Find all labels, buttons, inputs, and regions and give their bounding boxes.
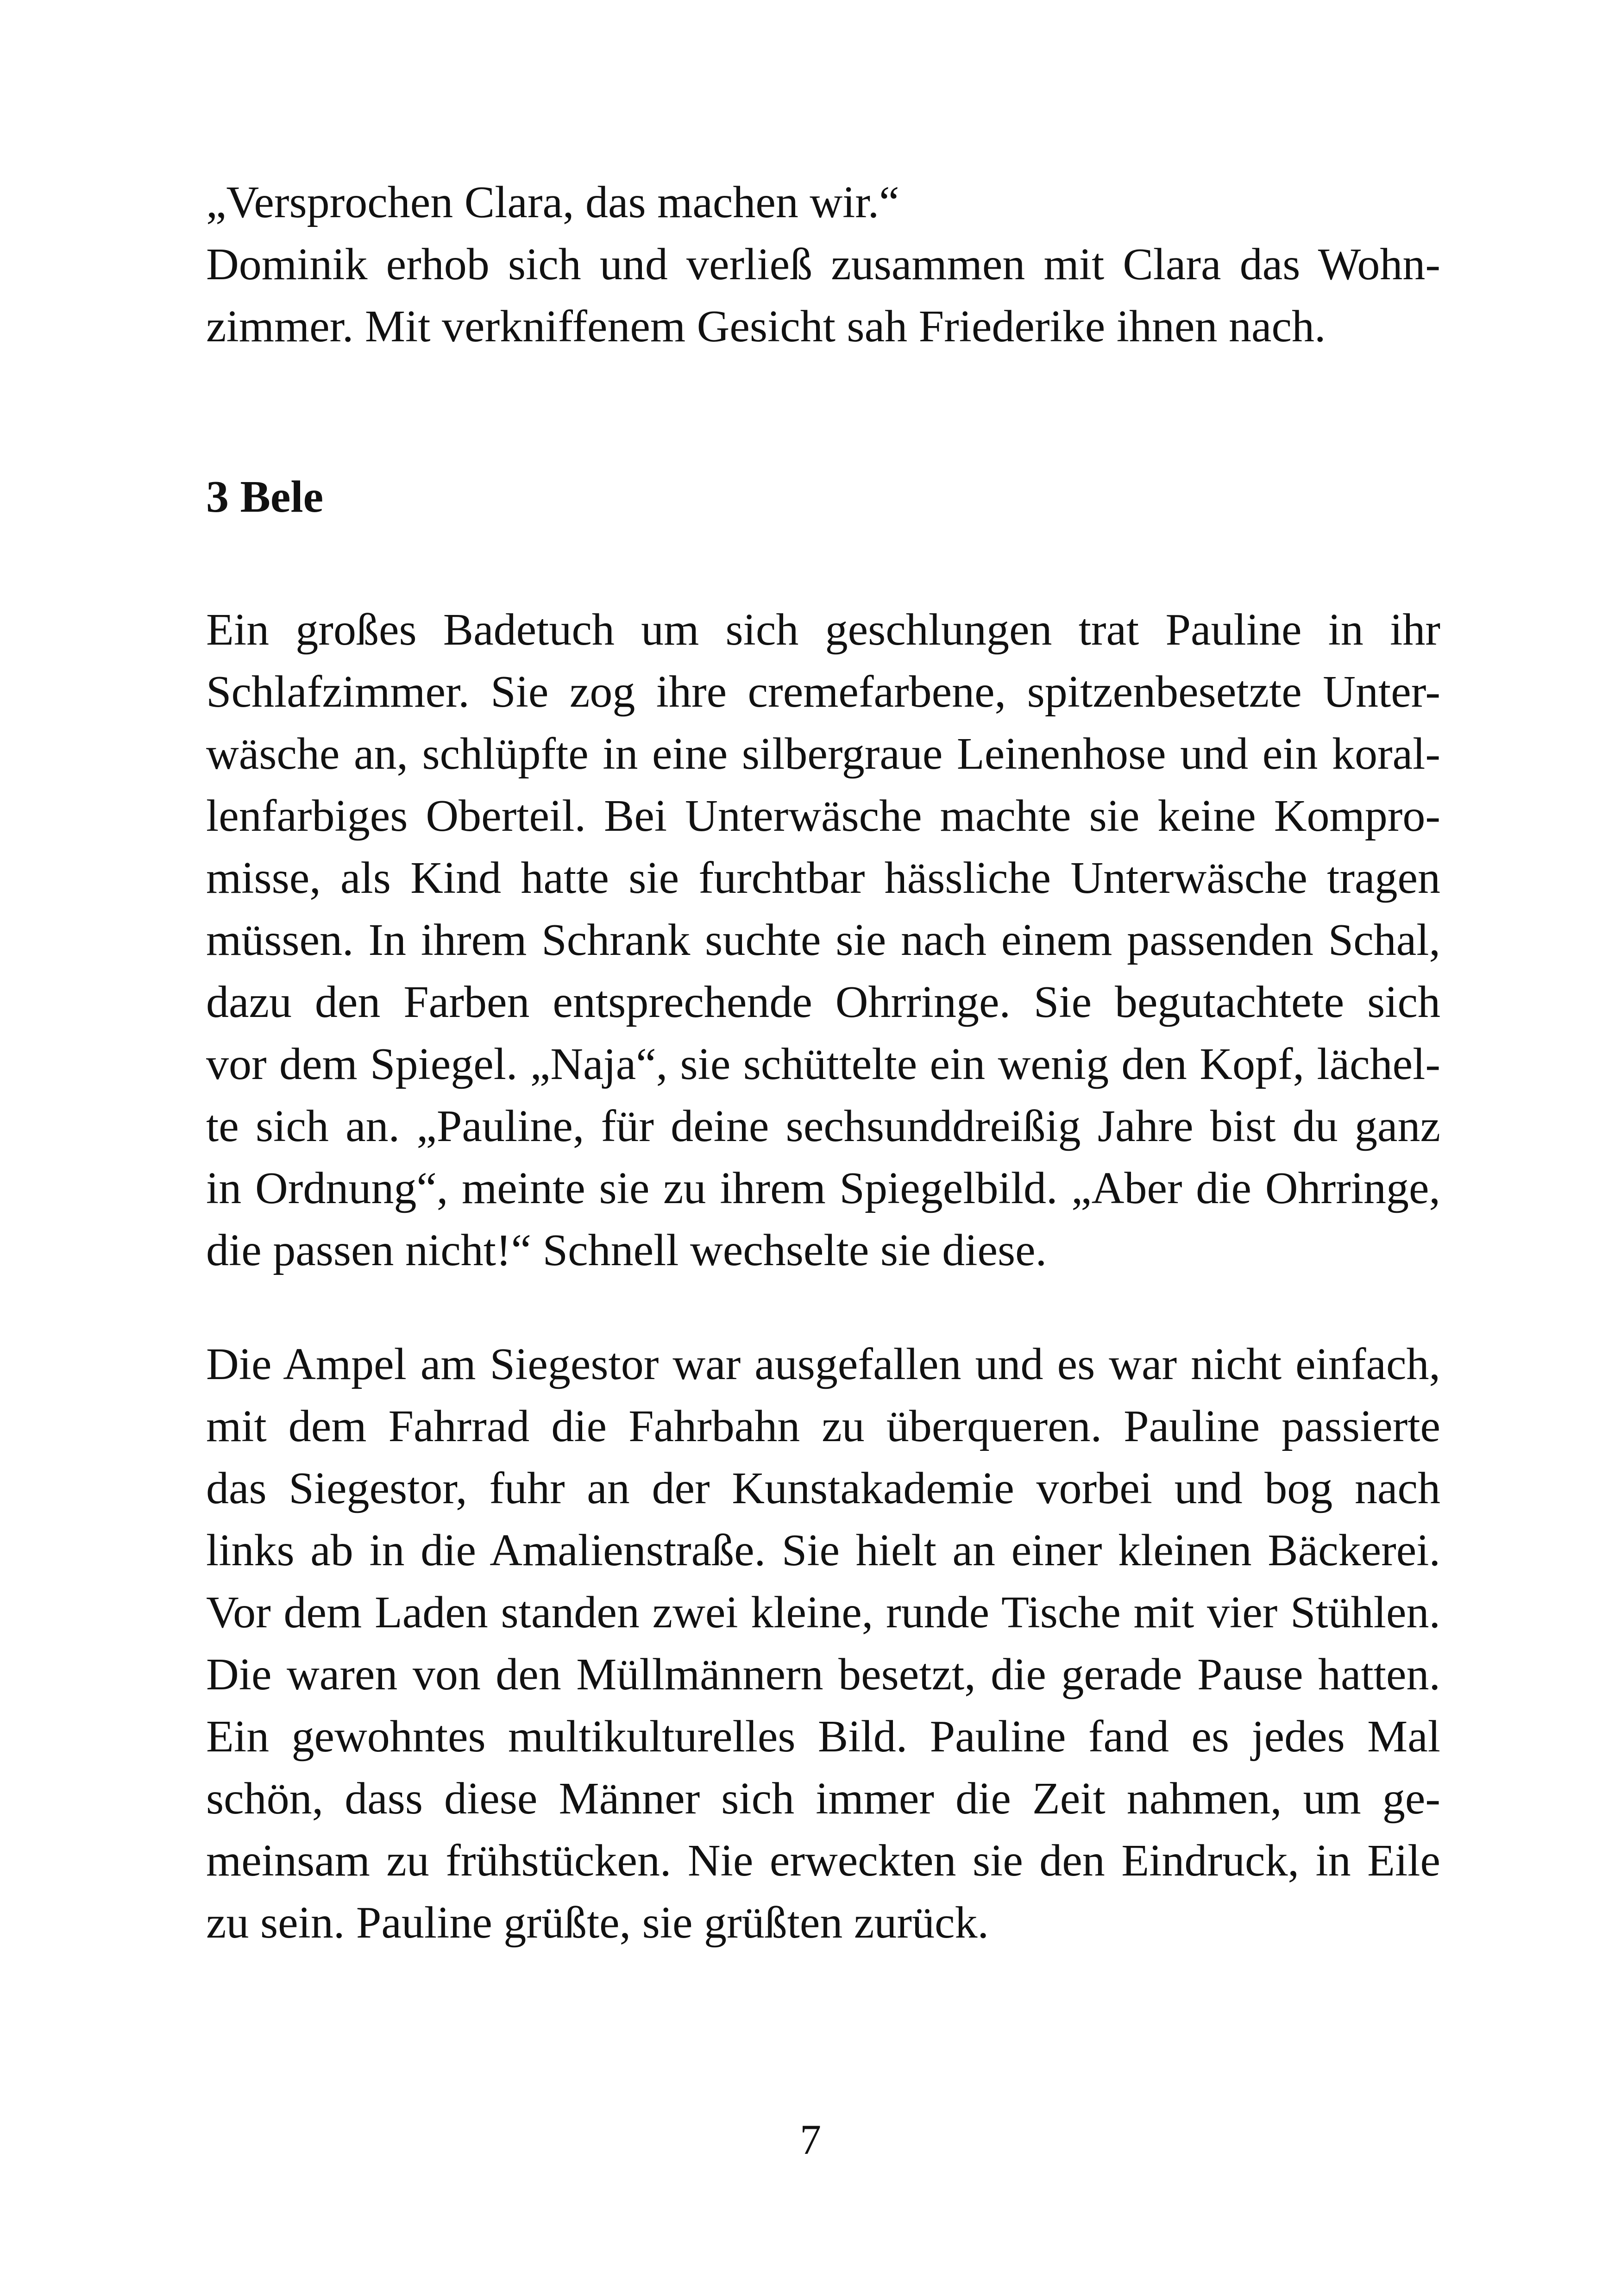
- text-line: links ab in die Amalienstraße. Sie hielt an einer kleinen Bäckerei.: [206, 1525, 1440, 1575]
- text-line: zimmer. Mit verkniffenem Gesicht sah Friederike ihnen nach.: [206, 301, 1326, 351]
- text-line: Ein großes Badetuch um sich geschlungen trat Pauline in ihr: [206, 605, 1440, 655]
- text-line: te sich an. „Pauline, für deine sechsunddreißig Jahre bist du ganz: [206, 1101, 1440, 1151]
- text-line: „Versprochen Clara, das machen wir.“: [206, 177, 899, 227]
- paragraph-2: [206, 599, 1440, 1281]
- paragraph-1: [206, 171, 1440, 358]
- text-line: Ein gewohntes multikulturelles Bild. Pauline fand es jedes Mal: [206, 1712, 1440, 1762]
- text-line: Schlafzimmer. Sie zog ihre cremefarbene, spitzenbesetzte Unter-: [206, 667, 1440, 717]
- text-line: schön, dass diese Männer sich immer die Zeit nahmen, um ge-: [206, 1774, 1440, 1824]
- text-line: vor dem Spiegel. „Naja“, sie schüttelte ein wenig den Kopf, lächel-: [206, 1039, 1440, 1089]
- text-line: Dominik erhob sich und verließ zusammen mit Clara das Wohn-: [206, 239, 1440, 289]
- text-line: Vor dem Laden standen zwei kleine, runde Tische mit vier Stühlen.: [206, 1587, 1440, 1637]
- text-line: meinsam zu frühstücken. Nie erweckten sie den Eindruck, in Eile: [206, 1836, 1440, 1886]
- text-line: dazu den Farben entsprechende Ohrringe. Sie begutachtete sich: [206, 977, 1440, 1027]
- chapter-heading: 3 Bele: [206, 472, 324, 522]
- text-line: in Ordnung“, meinte sie zu ihrem Spiegelbild. „Aber die Ohrringe,: [206, 1163, 1440, 1213]
- text-line: Die Ampel am Siegestor war ausgefallen und es war nicht einfach,: [206, 1339, 1440, 1389]
- text-line: das Siegestor, fuhr an der Kunstakademie vorbei und bog nach: [206, 1463, 1440, 1513]
- text-line: misse, als Kind hatte sie furchtbar hässliche Unterwäsche tragen: [206, 853, 1440, 903]
- text-line: zu sein. Pauline grüßte, sie grüßten zurück.: [206, 1898, 989, 1948]
- text-line: lenfarbiges Oberteil. Bei Unterwäsche machte sie keine Kompro-: [206, 791, 1440, 841]
- text-line: die passen nicht!“ Schnell wechselte sie diese.: [206, 1225, 1047, 1275]
- text-line: wäsche an, schlüpfte in eine silbergraue Leinenhose und ein koral-: [206, 729, 1440, 779]
- page-number: 7: [800, 2116, 821, 2163]
- text-line: mit dem Fahrrad die Fahrbahn zu überqueren. Pauline passierte: [206, 1401, 1440, 1451]
- text-line: Die waren von den Müllmännern besetzt, die gerade Pause hatten.: [206, 1650, 1440, 1700]
- text-line: müssen. In ihrem Schrank suchte sie nach einem passenden Schal,: [206, 915, 1440, 965]
- paragraph-3: [206, 1333, 1440, 1954]
